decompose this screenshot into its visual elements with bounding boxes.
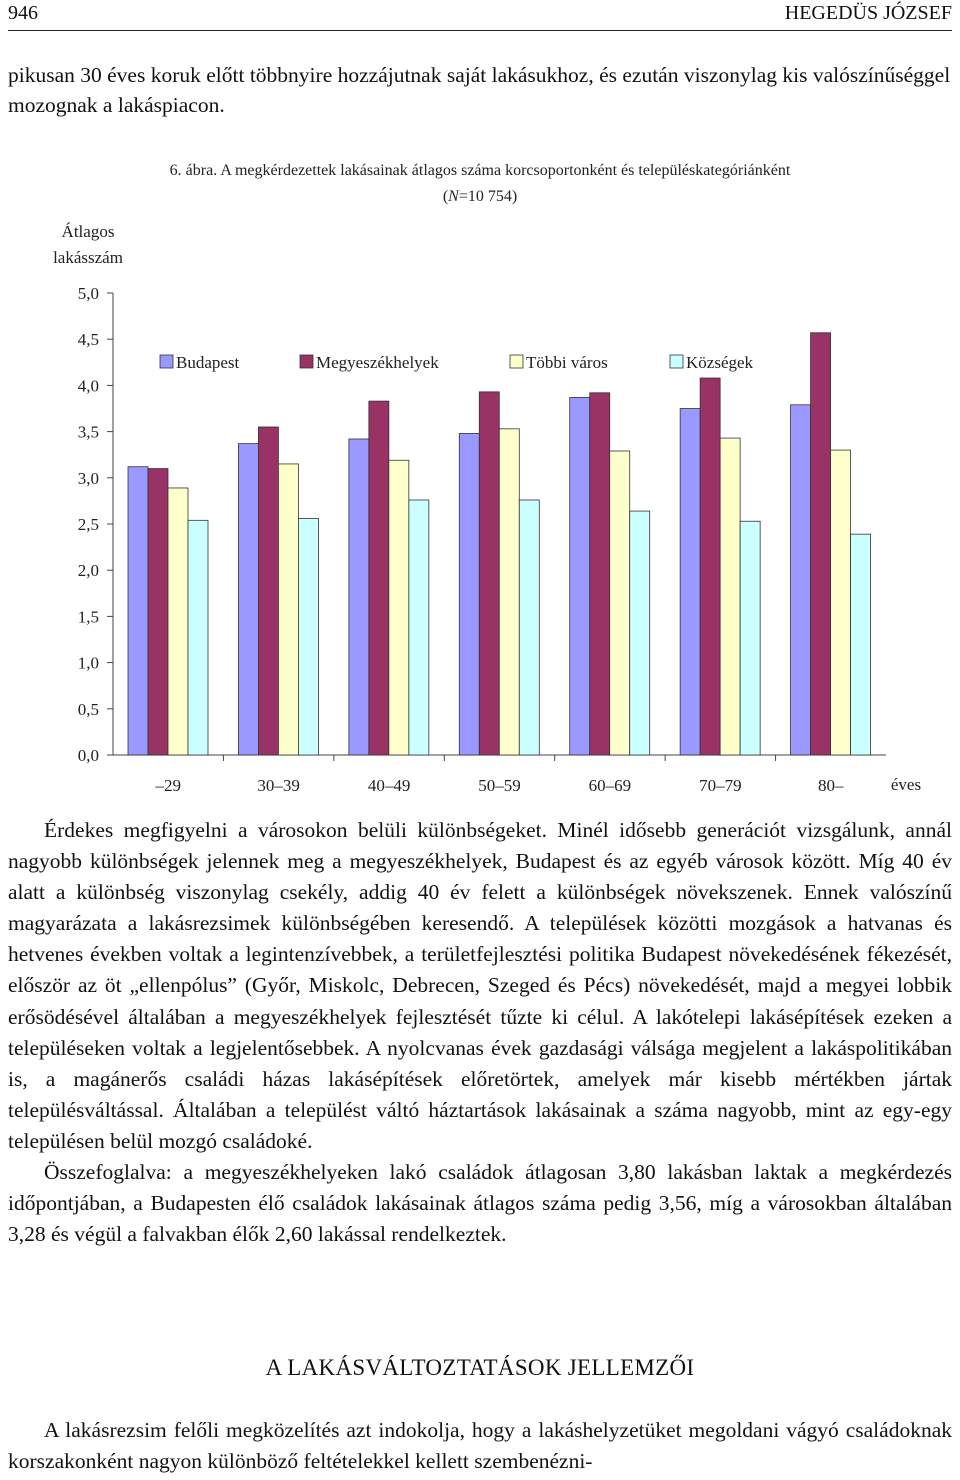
legend-swatch — [670, 355, 683, 368]
caption-n-var: N — [448, 188, 459, 205]
legend-label: Megyeszékhelyek — [316, 353, 439, 372]
running-header — [8, 0, 952, 31]
x-tick-label: 60–69 — [588, 776, 632, 795]
page-number: 946 — [8, 2, 38, 24]
y-tick-label: 2,0 — [77, 561, 99, 581]
intro-paragraph: pikusan 30 éves koruk előtt többnyire hozzájutnak saját lakásukhoz, és ezután viszonylag kis valószínűséggel mozognak a lakáspiacon. — [8, 63, 951, 117]
bar — [700, 378, 720, 755]
caption-line-2 — [8, 184, 952, 210]
x-axis-label: éves — [890, 775, 922, 794]
bar-chart — [0, 215, 960, 805]
y-tick-label: 3,5 — [77, 422, 99, 442]
legend-label: Többi város — [526, 353, 608, 372]
x-tick-label: 50–59 — [478, 776, 521, 795]
legend-label: Budapest — [176, 353, 240, 372]
bar — [278, 464, 298, 755]
figure-caption — [8, 158, 952, 210]
caption-n-value: =10 754) — [458, 188, 518, 205]
bar — [258, 427, 278, 755]
y-axis-label-line-2: lakásszám — [53, 248, 123, 267]
running-author: HEGEDÜS JÓZSEF — [784, 2, 952, 24]
bar — [349, 439, 369, 755]
caption-n-open: ( — [442, 188, 449, 205]
bar — [791, 405, 811, 755]
bar — [369, 401, 389, 755]
y-tick-label: 4,0 — [77, 376, 99, 396]
bar — [238, 444, 258, 755]
caption-text: A megkérdezettek lakásainak átlagos száma korcsoportonként és településkategóriánként — [220, 162, 791, 179]
section-title: A LAKÁSVÁLTOZTATÁSOK JELLEMZŐI — [265, 1355, 695, 1380]
bar — [851, 534, 871, 755]
bar — [168, 488, 188, 755]
bar — [409, 500, 429, 755]
legend-label: Községek — [686, 353, 754, 372]
y-axis-label-line-1: Átlagos — [61, 222, 115, 241]
legend-swatch — [300, 355, 313, 368]
x-tick-label: –29 — [155, 776, 181, 795]
legend-swatch — [510, 355, 523, 368]
body-paragraph-1: Érdekes megfigyelni a városokon belüli különbségeket. Minél idősebb generációt vizsgálunk, annál nagyobb különbségek jelennek meg a megyeszékhelyek, Budapest és az egyéb városok között. Míg 40 év alatt a különbség viszonylag csekély, addig 40 év felett a különbségek növekszenek. Ennek valószínű magyarázata a lakásrezsimek különbségében keresendő. A települések közötti mozgások a hatvanas és hetvenes években voltak a legintenzívebbek, a területfejlesztési politika Budapest növekedésének fékezését, először az öt „ellenpólus” (Győr, Miskolc, Debrecen, Szeged és Pécs) növekedését, majd a megyei lobbik erősödésével általában a megyeszékhelyek fejlesztését tűzte ki célul. A lakótelepi lakásépítések ezeken a településeken voltak a legjelentősebbek. A nyolcvanas évek gazdasági válsága megjelent a lakáspolitikában is, a magánerős családi házas lakásépítések előretörtek, amelyek már kisebb mértékben jártak településváltással. Általában a települést váltó háztartások lakásainak a száma nagyobb, mint az egy-egy településen belül mozgó családoké. — [8, 818, 952, 1153]
y-tick-label: 0,0 — [77, 746, 99, 765]
bar — [519, 500, 539, 755]
bar — [389, 460, 409, 755]
bar — [610, 451, 630, 755]
bar — [680, 409, 700, 756]
x-tick-label: 70–79 — [699, 776, 742, 795]
y-tick-label: 3,0 — [77, 468, 99, 488]
y-tick-label: 0,5 — [77, 699, 99, 719]
legend-swatch — [160, 355, 173, 368]
y-tick-label: 1,0 — [77, 653, 99, 673]
bar — [720, 438, 740, 755]
bar — [570, 397, 590, 755]
body-text — [8, 815, 952, 1250]
bar — [630, 511, 650, 755]
y-tick-label: 5,0 — [77, 284, 99, 303]
body-paragraph-2: Összefoglalva: a megyeszékhelyeken lakó családok átlagosan 3,80 lakásban laktak a megkérdezés időpontjában, a Budapesten élő családok lakásainak átlagos száma pedig 3,56, míg a városokban általában 3,28 és végül a falvakban élők 2,60 lakással rendelkeztek. — [8, 1160, 952, 1247]
bar — [740, 521, 760, 755]
x-tick-label: 40–49 — [367, 776, 411, 795]
bar — [298, 518, 318, 755]
closing-paragraph: A lakásrezsim felőli megközelítés azt indokolja, hogy a lakáshelyzetüket megoldani vágyó családoknak korszakonként nagyon különböző feltételekkel kellett szembenézni- — [8, 1418, 952, 1473]
bar — [459, 433, 479, 755]
bar — [148, 469, 168, 755]
caption-line-1 — [8, 158, 952, 184]
bar — [499, 429, 519, 755]
bar — [590, 393, 610, 755]
bar — [811, 333, 831, 755]
bar — [188, 520, 208, 755]
y-tick-label: 1,5 — [77, 607, 99, 627]
y-tick-label: 2,5 — [77, 515, 99, 534]
x-tick-label: 80– — [818, 776, 844, 795]
y-tick-label: 4,5 — [77, 330, 99, 350]
closing-text — [8, 1415, 952, 1477]
bar — [479, 392, 499, 755]
bar — [128, 467, 148, 755]
bar — [831, 450, 851, 755]
x-tick-label: 30–39 — [257, 776, 300, 795]
caption-number: 6. ábra. — [169, 162, 218, 179]
